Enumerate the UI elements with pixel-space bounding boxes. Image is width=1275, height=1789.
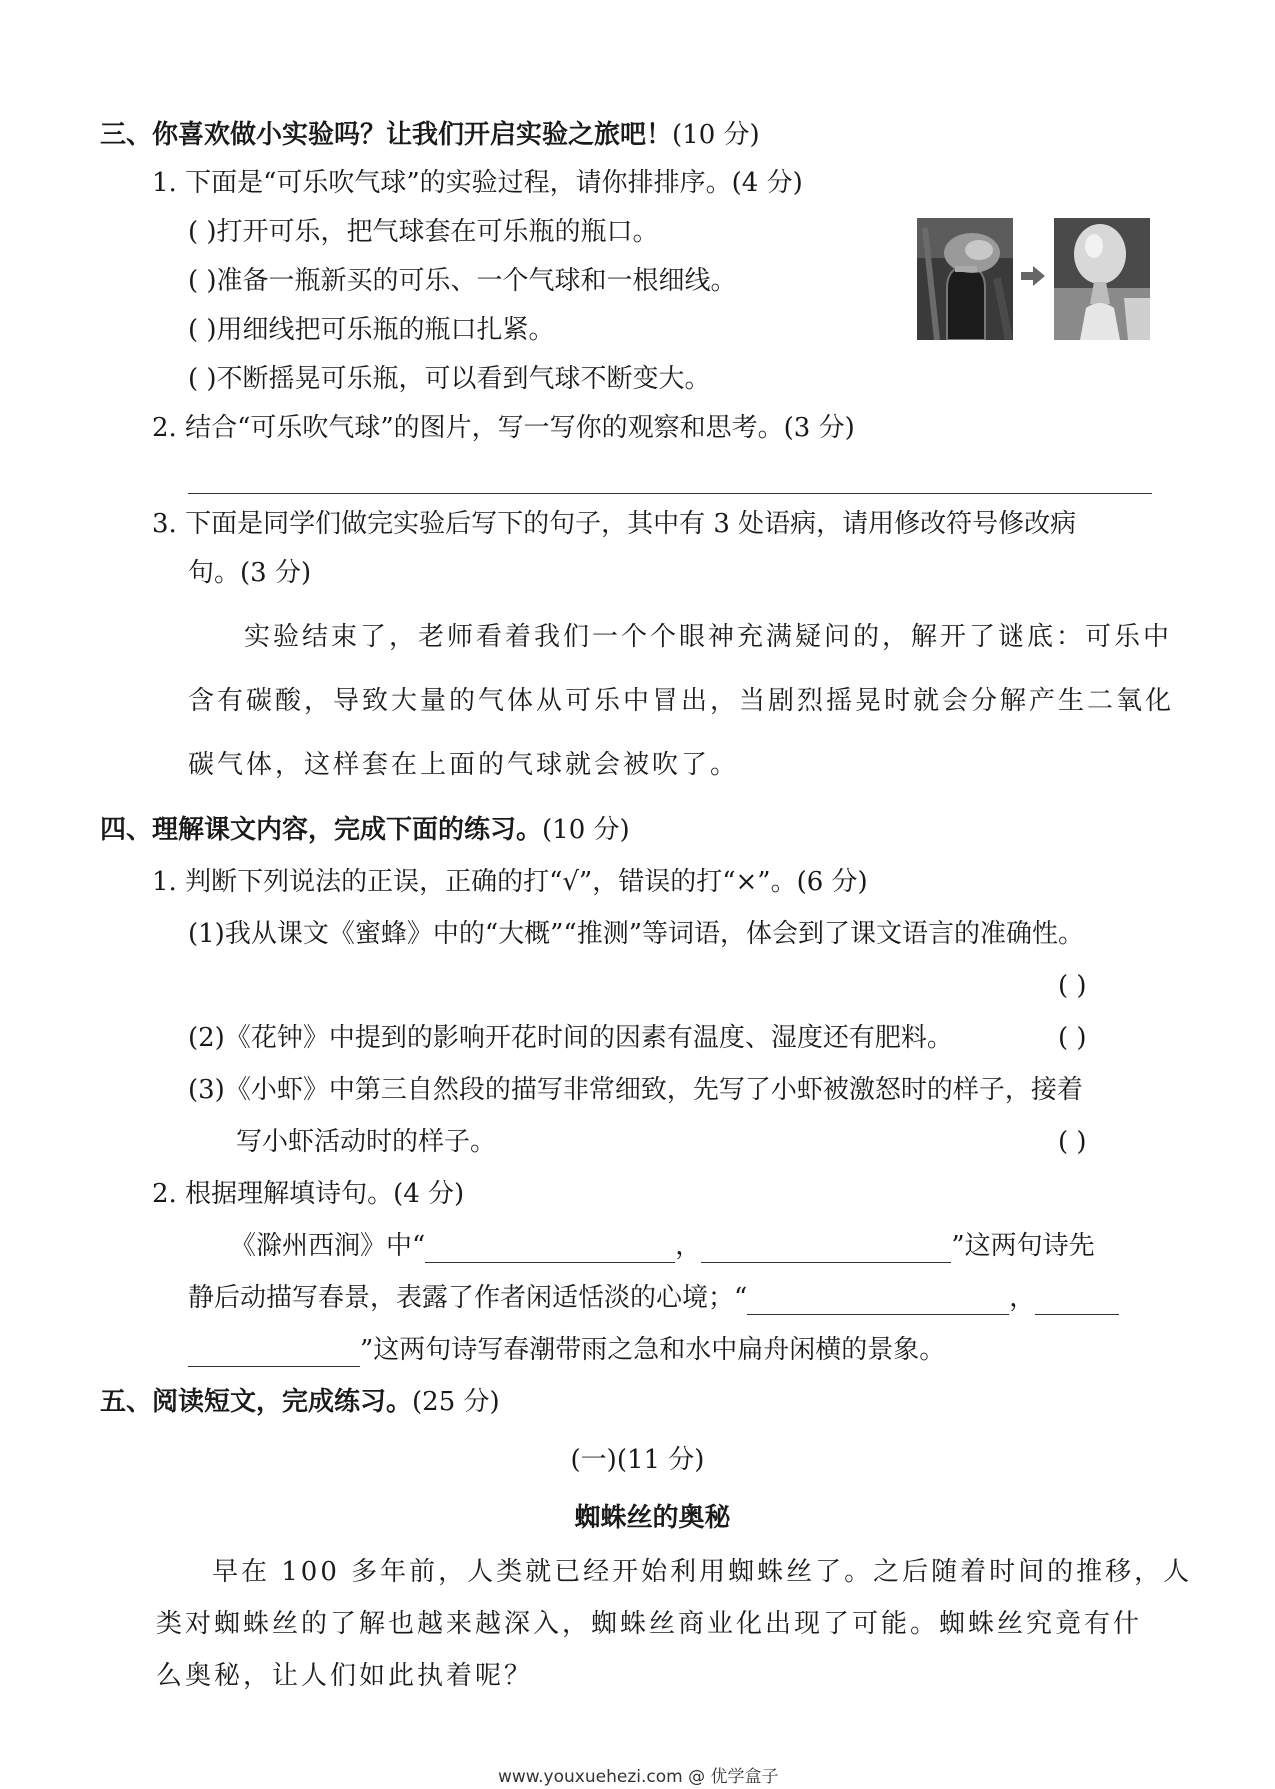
poem-blank[interactable] [1035,1286,1119,1315]
judge-item: (1)我从课文《蜜蜂》中的“大概”“推测”等词语，体会到了课文语言的准确性。 [188,919,1084,949]
poem-text-c: 静后动描写春景，表露了作者闲适恬淡的心境；“ [188,1283,748,1313]
poem-text-d: ”这两句诗写春潮带雨之急和水中扁舟闲横的景象。 [360,1335,946,1365]
section5-part: (一)(11 分) [570,1445,705,1475]
section5-title: 五、阅读短文，完成练习。 [100,1387,413,1417]
poem-comma: ， [675,1231,702,1261]
article-title: 蜘蛛丝的奥秘 [574,1503,731,1533]
passage-line: 碳气体，这样套在上面的气球就会被吹了。 [188,750,740,780]
section5-heading [100,1385,500,1419]
section3-q3-line1: 3. 下面是同学们做完实验后写下的句子，其中有 3 处语病，请用修改符号修改病 [152,509,1077,539]
footer-url[interactable]: www.youxuehezi.com [498,1767,683,1787]
section4-title: 四、理解课文内容，完成下面的练习。 [100,815,543,845]
poem-blank[interactable] [188,1338,360,1367]
article-paragraph-line: 类对蜘蛛丝的了解也越来越深入，蜘蛛丝商业化出现了可能。蜘蛛丝究竟有什 [156,1609,1143,1639]
inflated-balloon-photo [1054,218,1150,340]
poem-blank[interactable] [425,1234,675,1263]
article-paragraph-line: 么奥秘，让人们如此执着呢？ [156,1661,534,1691]
judge-answer-paren[interactable]: ( ) [1058,971,1087,1001]
passage-line: 实验结束了，老师看着我们一个个眼神充满疑问的，解开了谜底：可乐中 [244,622,1173,652]
step-line[interactable]: ( )用细线把可乐瓶的瓶口扎紧。 [188,315,555,345]
poem-line2 [188,1281,1119,1315]
poem-text-a: 《滁州西涧》中“ [230,1231,426,1261]
section4-q2: 2. 根据理解填诗句。(4 分) [152,1179,465,1209]
section3-points: (10 分) [672,120,760,150]
step-line[interactable]: ( )不断摇晃可乐瓶，可以看到气球不断变大。 [188,364,711,394]
section5-points: (25 分) [412,1387,500,1417]
cola-bottle-with-balloon-photo [917,218,1013,340]
section3-heading [100,118,760,152]
poem-comma: ， [1009,1283,1036,1313]
step-line[interactable]: ( )打开可乐，把气球套在可乐瓶的瓶口。 [188,217,659,247]
section4-heading [100,813,630,847]
right-arrow-icon [1019,264,1047,288]
judge-item: (3)《小虾》中第三自然段的描写非常细致，先写了小虾被激怒时的样子，接着 [188,1075,1083,1105]
answer-line[interactable] [188,493,1152,494]
section3-q2: 2. 结合“可乐吹气球”的图片，写一写你的观察和思考。(3 分) [152,413,855,443]
judge-item-cont: 写小虾活动时的样子。 [236,1127,497,1157]
step-line[interactable]: ( )准备一瓶新买的可乐、一个气球和一根细线。 [188,266,737,296]
section3-q3-line2: 句。(3 分) [188,558,312,588]
passage-line: 含有碳酸，导致大量的气体从可乐中冒出，当剧烈摇晃时就会分解产生二氧化 [188,686,1175,716]
poem-blank[interactable] [747,1286,1009,1315]
footer-brand: @ 优学盒子 [688,1767,779,1787]
article-paragraph-line: 早在 100 多年前，人类就已经开始利用蜘蛛丝了。之后随着时间的推移，人 [212,1557,1193,1587]
footer [498,1762,779,1787]
judge-item: (2)《花钟》中提到的影响开花时间的因素有温度、湿度还有肥料。 [188,1023,953,1053]
poem-text-b: ”这两句诗先 [951,1231,1095,1261]
poem-line3 [188,1333,945,1367]
poem-line1 [230,1229,1095,1263]
judge-answer-paren[interactable]: ( ) [1058,1127,1087,1157]
judge-answer-paren[interactable]: ( ) [1058,1023,1087,1053]
section4-q1: 1. 判断下列说法的正误，正确的打“√”，错误的打“×”。(6 分) [152,867,868,897]
poem-blank[interactable] [701,1234,951,1263]
section3-title: 三、你喜欢做小实验吗？让我们开启实验之旅吧！ [100,120,673,150]
section3-q1: 1. 下面是“可乐吹气球”的实验过程，请你排排序。(4 分) [152,168,803,198]
section4-points: (10 分) [542,815,630,845]
experiment-photos [917,218,1152,343]
